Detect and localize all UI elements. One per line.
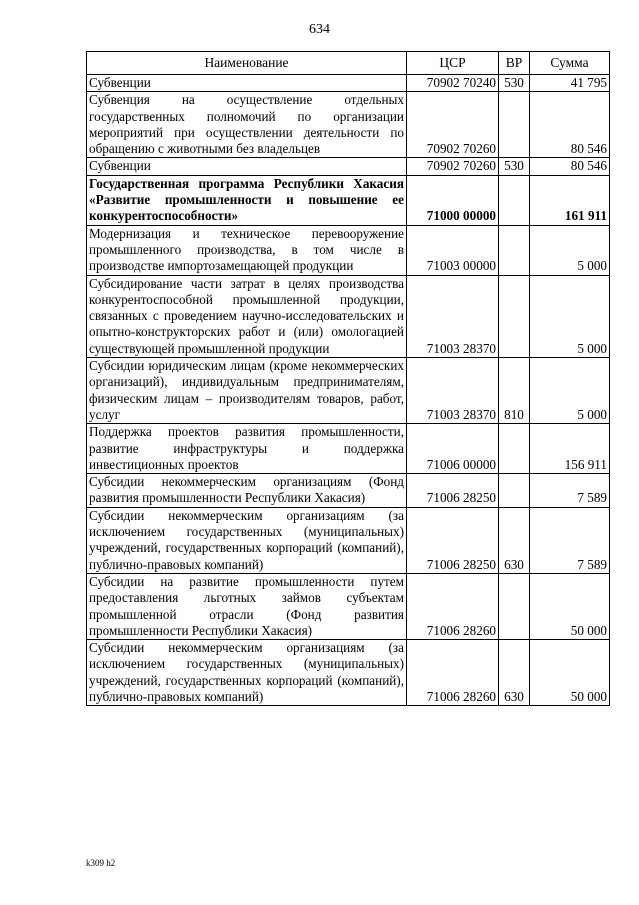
table-row xyxy=(87,573,610,639)
table-header-row xyxy=(87,52,610,75)
row-name-cell: Субсидии некоммерческим организациям (за исключением государственных (муниципальных) учреждений, государственных корпораций (компаний), публично-правовых компаний) xyxy=(87,640,407,706)
row-name-cell: Субсидирование части затрат в целях производства конкурентоспособной промышленной продукции, связанных с проведением научно-исследовательских и опытно-конструкторских работ и (или) омологацией существующей промышленной продукции xyxy=(87,275,407,357)
row-vr-cell xyxy=(499,275,530,357)
row-vr-cell: 630 xyxy=(499,507,530,573)
table-row xyxy=(87,507,610,573)
table-row xyxy=(87,424,610,474)
table-row xyxy=(87,358,610,424)
row-vr-cell: 630 xyxy=(499,640,530,706)
header-sum: Сумма xyxy=(530,52,610,75)
row-vr-cell xyxy=(499,175,530,225)
row-name-cell: Государственная программа Республики Хакасия «Развитие промышленности и повышение ее конкурентоспособности» xyxy=(87,175,407,225)
row-sum-cell: 161 911 xyxy=(530,175,610,225)
row-sum-cell: 80 546 xyxy=(530,92,610,158)
table-row xyxy=(87,275,610,357)
row-vr-cell: 810 xyxy=(499,358,530,424)
row-csr-cell: 71003 28370 xyxy=(407,275,499,357)
row-sum-cell: 50 000 xyxy=(530,640,610,706)
row-name-cell: Субсидии юридическим лицам (кроме некоммерческих организаций), индивидуальным предпринимателям, физическим лицам – производителям товаров, работ, услуг xyxy=(87,358,407,424)
row-csr-cell: 70902 70240 xyxy=(407,75,499,92)
row-name-cell: Субвенции xyxy=(87,75,407,92)
table-row xyxy=(87,175,610,225)
row-sum-cell: 80 546 xyxy=(530,158,610,175)
row-csr-cell: 70902 70260 xyxy=(407,92,499,158)
row-vr-cell xyxy=(499,225,530,275)
row-sum-cell: 50 000 xyxy=(530,573,610,639)
row-csr-cell: 71000 00000 xyxy=(407,175,499,225)
header-vr: ВР xyxy=(499,52,530,75)
row-name-cell: Субсидии некоммерческим организациям (Фонд развития промышленности Республики Хакасия) xyxy=(87,474,407,508)
table-row xyxy=(87,640,610,706)
row-sum-cell: 5 000 xyxy=(530,358,610,424)
footer-code: k309 h2 xyxy=(86,858,116,868)
row-name-cell: Субвенция на осуществление отдельных государственных полномочий по организации мероприятий при осуществлении деятельности по обращению с животными без владельцев xyxy=(87,92,407,158)
table-row xyxy=(87,158,610,175)
table-body xyxy=(87,75,610,706)
row-csr-cell: 71006 28260 xyxy=(407,573,499,639)
row-vr-cell xyxy=(499,573,530,639)
table-row xyxy=(87,225,610,275)
row-name-cell: Субвенции xyxy=(87,158,407,175)
row-sum-cell: 156 911 xyxy=(530,424,610,474)
row-sum-cell: 41 795 xyxy=(530,75,610,92)
row-csr-cell: 70902 70260 xyxy=(407,158,499,175)
row-sum-cell: 7 589 xyxy=(530,474,610,508)
row-csr-cell: 71003 00000 xyxy=(407,225,499,275)
table-row xyxy=(87,75,610,92)
page-number: 634 xyxy=(309,22,330,37)
row-vr-cell: 530 xyxy=(499,75,530,92)
row-csr-cell: 71006 28250 xyxy=(407,507,499,573)
row-name-cell: Субсидии на развитие промышленности путем предоставления льготных займов субъектам промышленной отрасли (Фонд развития промышленности Республики Хакасия) xyxy=(87,573,407,639)
table-row xyxy=(87,92,610,158)
row-sum-cell: 5 000 xyxy=(530,275,610,357)
table-row xyxy=(87,474,610,508)
row-vr-cell xyxy=(499,424,530,474)
budget-table xyxy=(86,51,610,706)
row-csr-cell: 71006 00000 xyxy=(407,424,499,474)
row-vr-cell xyxy=(499,92,530,158)
row-sum-cell: 7 589 xyxy=(530,507,610,573)
row-csr-cell: 71006 28260 xyxy=(407,640,499,706)
row-vr-cell: 530 xyxy=(499,158,530,175)
row-name-cell: Модернизация и техническое перевооружение промышленного производства, в том числе в производстве импортозамещающей продукции xyxy=(87,225,407,275)
row-csr-cell: 71006 28250 xyxy=(407,474,499,508)
row-name-cell: Поддержка проектов развития промышленности, развитие инфраструктуры и поддержка инвестиционных проектов xyxy=(87,424,407,474)
row-sum-cell: 5 000 xyxy=(530,225,610,275)
row-csr-cell: 71003 28370 xyxy=(407,358,499,424)
header-csr: ЦСР xyxy=(407,52,499,75)
row-vr-cell xyxy=(499,474,530,508)
header-name: Наименование xyxy=(87,52,407,75)
row-name-cell: Субсидии некоммерческим организациям (за исключением государственных (муниципальных) учреждений, государственных корпораций (компаний), публично-правовых компаний) xyxy=(87,507,407,573)
